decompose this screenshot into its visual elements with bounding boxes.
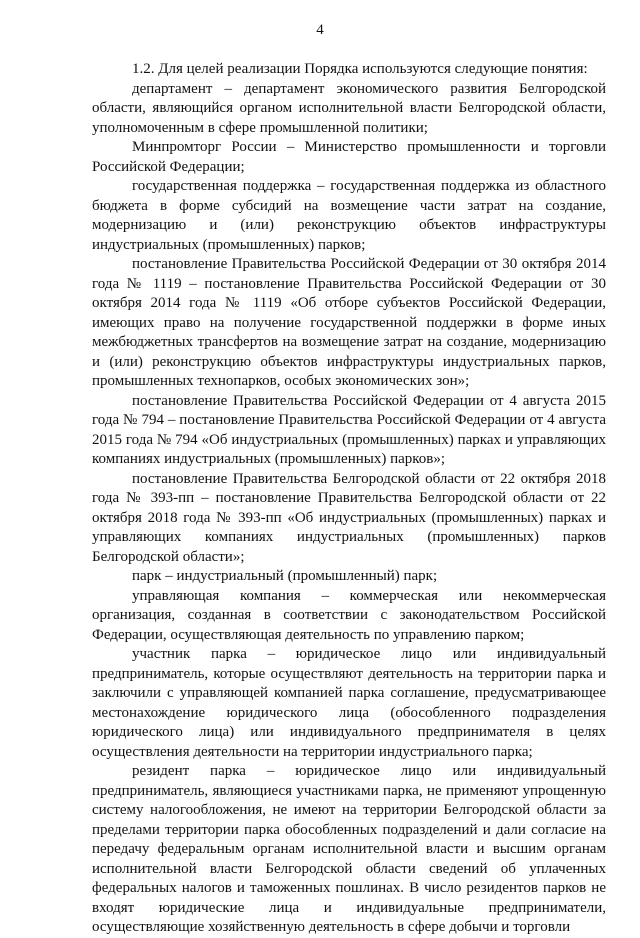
paragraph-resolution-393pp: постановление Правительства Белгородской области от 22 октября 2018 года № 393-пп – постановление Правительства Белгородской области от 22 октября 2018 года № 393-пп «Об индустриальных (промышленных) парках и управляющих компаниях индустриальных (промышленных) парков Белгородской области»; [92, 470, 606, 565]
paragraph-state-support: государственная поддержка – государственная поддержка из областного бюджета в форме субсидий на возмещение части затрат на создание, модернизацию и (или) реконструкцию объектов инфраструктуры индустриальных (промышленных) парков; [92, 178, 606, 253]
paragraph-park-resident: резидент парка – юридическое лицо или индивидуальный предприниматель, являющиеся участниками парка, не применяют упрощенную систему налогообложения, не имеют на территории Белгородской области за пределами территории парка обособленных подразделений и дали согласие на передачу федеральным органам исполнительной власти и высшим органам исполнительной власти Белгородской области сведений об уплаченных федеральных налогов и таможенных пошлинах. В число резидентов парков не входят юридические лица и индивидуальные предприниматели, осуществляющие хозяйственную деятельность в сфере добычи и торговли [92, 763, 606, 935]
paragraph-definitions-intro: 1.2. Для целей реализации Порядка используются следующие понятия: [132, 61, 588, 77]
paragraph-minpromtorg: Минпромторг России – Министерство промышленности и торговли Российской Федерации; [92, 139, 606, 175]
page-number: 4 [316, 22, 324, 38]
body-text [92, 60, 606, 938]
paragraph-department: департамент – департамент экономического развития Белгородской области, являющийся органом исполнительной власти Белгородской области, уполномоченным в сфере промышленной политики; [92, 80, 606, 136]
paragraph-resolution-794: постановление Правительства Российской Федерации от 4 августа 2015 года № 794 – постановление Правительства Российской Федерации от 4 августа 2015 года № 794 «Об индустриальных (промышленных) парках и управляющих компаниях индустриальных (промышленных) парков»; [92, 392, 606, 467]
paragraph-management-company: управляющая компания – коммерческая или некоммерческая организация, созданная в соответствии с законодательством Российской Федерации, осуществляющая деятельность по управлению парком; [92, 587, 606, 643]
paragraph-park: парк – индустриальный (промышленный) парк; [132, 568, 438, 584]
paragraph-park-participant: участник парка – юридическое лицо или индивидуальный предприниматель, которые осуществляют деятельность на территории парка и заключили с управляющей компанией парка соглашение, предусматривающее местонахождение юридического лица (обособленного подразделения юридического лица) или индивидуального предпринимателя в целях осуществления деятельности на территории индустриального парка; [92, 646, 606, 760]
paragraph-resolution-1119: постановление Правительства Российской Федерации от 30 октября 2014 года № 1119 – постановление Правительства Российской Федерации от 30 октября 2014 года № 1119 «Об отборе субъектов Российской Федерации, имеющих право на получение государственной поддержки в форме иных межбюджетных трансфертов на возмещение затрат на создание, модернизацию и (или) реконструкцию объектов инфраструктуры индустриальных парков, промышленных технопарков, особых экономических зон»; [92, 256, 606, 389]
